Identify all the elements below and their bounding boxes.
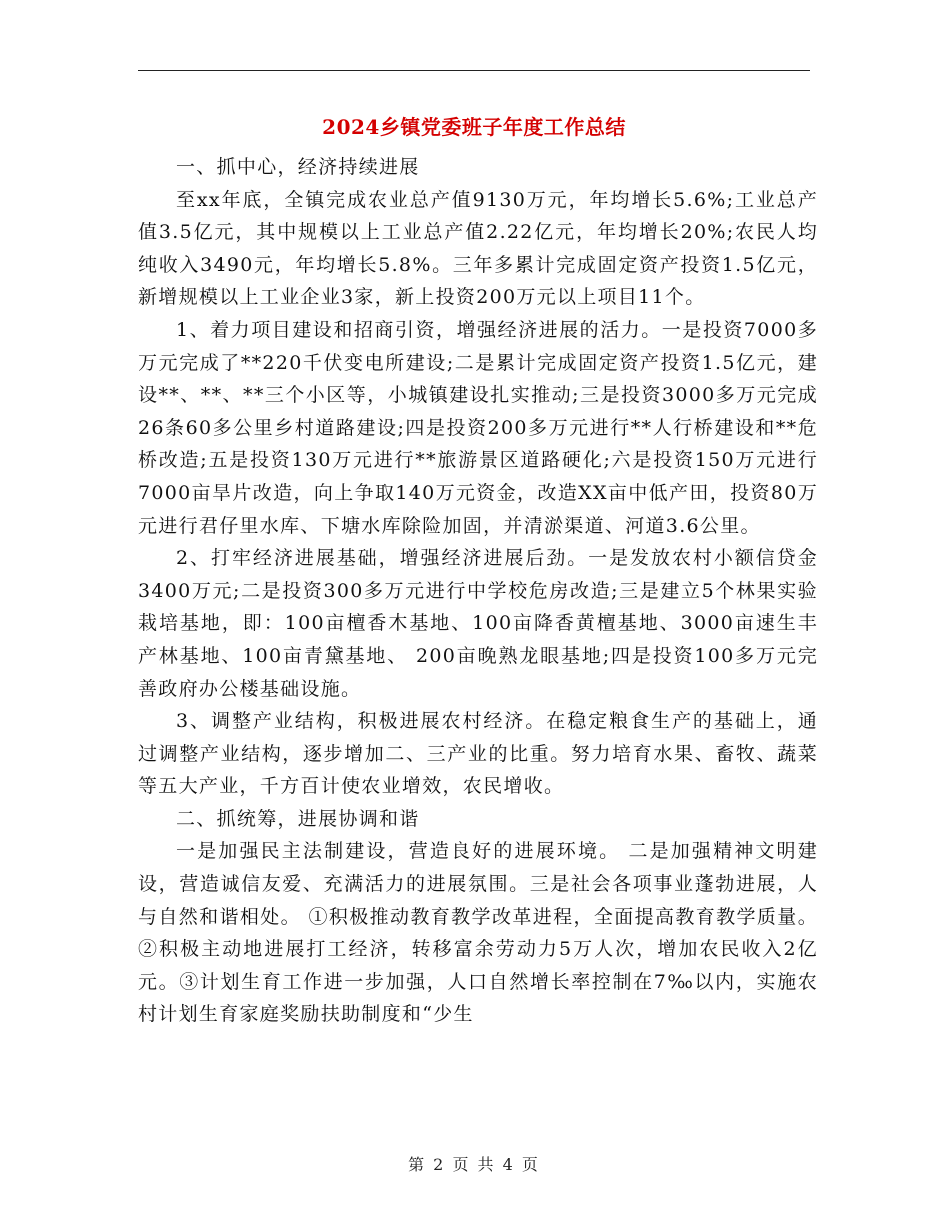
header-rule bbox=[138, 70, 810, 71]
paragraph-economy-summary: 至xx年底，全镇完成农业总产值9130万元，年均增长5.6%;工业总产值3.5亿元，其中规模以上工业总产值2.22亿元，年均增长20%;农民人均纯收入3490元，年均增长5.8%。三年多累计完成固定资产投资1.5亿元，新增规模以上工业企业3家，新上投资200万元以上项目11个。 bbox=[138, 188, 818, 309]
document-title: 2024乡镇党委班子年度工作总结 bbox=[322, 115, 626, 139]
page-number: 第 2 页 共 4 页 bbox=[408, 1155, 540, 1174]
paragraph-item-2: 2、打牢经济进展基础，增强经济进展后劲。一是发放农村小额信贷金3400万元;二是投资300多万元进行中学校危房改造;三是建立5个林果实验栽培基地，即：100亩檀香木基地、100亩降香黄檀基地、3000亩速生丰产林基地、100亩青黛基地、 200亩晚熟龙眼基地;四是投资100多万元完善政府办公楼基础设施。 bbox=[138, 547, 818, 700]
section-heading-2: 二、抓统筹，进展协调和谐 bbox=[176, 807, 420, 830]
document-body bbox=[138, 151, 818, 1031]
paragraph-coordination: 一是加强民主法制建设，营造良好的进展环境。 二是加强精神文明建设，营造诚信友爱、充满活力的进展氛围。三是社会各项事业蓬勃进展，人与自然和谐相处。 ①积极推动教育教学改革进程，全面提高教育教学质量。②积极主动地进展打工经济，转移富余劳动力5万人次，增加农民收入2亿元。③计划生育工作进一步加强，人口自然增长率控制在7‰以内，实施农村计划生育家庭奖励扶助制度和“少生 bbox=[138, 840, 818, 1026]
section-heading-1: 一、抓中心，经济持续进展 bbox=[176, 156, 420, 178]
paragraph-item-3: 3、调整产业结构，积极进展农村经济。在稳定粮食生产的基础上，通过调整产业结构，逐步增加二、三产业的比重。努力培育水果、畜牧、蔬菜等五大产业，千方百计使农业增效，农民增收。 bbox=[138, 710, 818, 798]
paragraph-item-1: 1、着力项目建设和招商引资，增强经济进展的活力。一是投资7000多万元完成了**220千伏变电所建设;二是累计完成固定资产投资1.5亿元，建设**、**、**三个小区等，小城镇建设扎实推动;三是投资3000多万元完成26条60多公里乡村道路建设;四是投资200多万元进行**人行桥建设和**危桥改造;五是投资130万元进行**旅游景区道路硬化;六是投资150万元进行7000亩旱片改造，向上争取140万元资金，改造XX亩中低产田，投资80万元进行君仔里水库、下塘水库除险加固，并清淤渠道、河道3.6公里。 bbox=[138, 318, 818, 537]
